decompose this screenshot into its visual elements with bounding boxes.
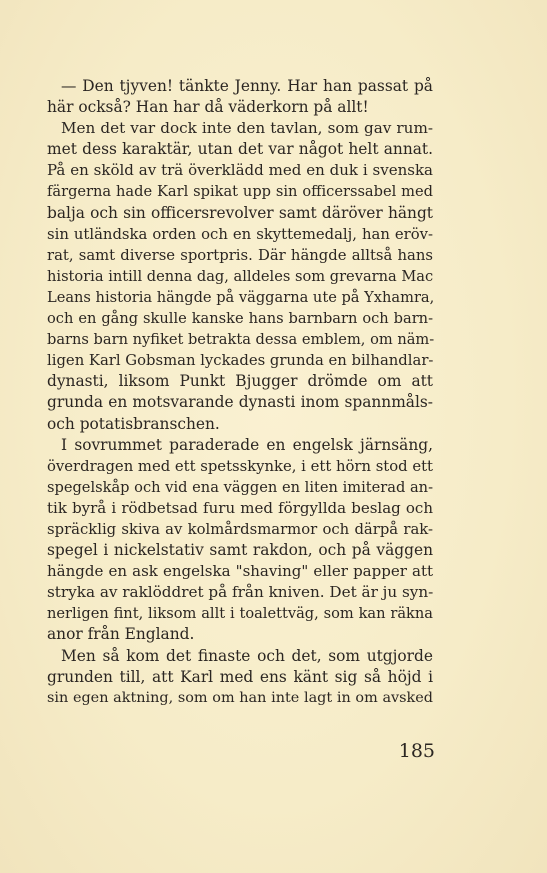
text-line: hängde en ask engelska "shaving" eller papper att: [47, 562, 433, 581]
text-line: tik byrå i rödbetsad furu med förgyllda beslag och: [47, 498, 433, 517]
text-line: — Den tjyven! tänkte Jenny. Har han passat på: [61, 77, 433, 95]
page-number: 185: [398, 740, 435, 762]
text-line: färgerna hade Karl spikat upp sin officerssabel med: [47, 183, 433, 201]
text-line: sin utländska orden och en skyttemedalj, han eröv-: [47, 225, 433, 243]
text-line: På en sköld av trä överklädd med en duk i svenska: [47, 161, 433, 180]
text-line: balja och sin officersrevolver samt däröver hängt: [47, 203, 433, 222]
text-line: spegel i nickelstativ samt rakdon, och på väggen: [47, 541, 433, 560]
text-line: rat, samt diverse sportpris. Där hängde alltså hans: [47, 246, 433, 264]
text-line: dynasti, liksom Punkt Bjugger drömde om att: [47, 372, 433, 391]
text-line: spräcklig skiva av kolmårdsmarmor och därpå rak-: [47, 520, 433, 538]
text-line: här också? Han har då väderkorn på allt!: [47, 98, 369, 117]
text-line: stryka av raklöddret på från kniven. Det är ju syn-: [47, 583, 434, 602]
text-line: och potatisbranschen.: [47, 414, 220, 433]
text-line: grunden till, att Karl med ens känt sig så höjd i: [47, 667, 433, 686]
body-text: [47, 76, 433, 709]
text-line: Leans historia hängde på väggarna ute på Yxhamra,: [47, 288, 435, 306]
text-line: grunda en motsvarande dynasti inom spannmåls-: [47, 393, 433, 412]
text-line: barns barn nyfiket betrakta dessa emblem, om näm-: [47, 331, 435, 349]
text-line: Men det var dock inte den tavlan, som gav rum-: [61, 119, 433, 138]
text-line: sin egen aktning, som om han inte lagt in om avsked: [47, 689, 433, 706]
text-line: spegelskåp och vid ena väggen en liten imiterad an-: [47, 478, 433, 496]
text-line: historia intill denna dag, alldeles som grevarna Mac: [47, 267, 434, 285]
text-line: överdragen med ett spetsskynke, i ett hörn stod ett: [47, 457, 433, 475]
text-line: I sovrummet paraderade en engelsk järnsäng,: [61, 435, 433, 454]
text-line: met dess karaktär, utan det var något helt annat.: [47, 140, 433, 159]
text-line: nerligen fint, liksom allt i toalettväg, som kan räkna: [47, 605, 433, 623]
text-line: och en gång skulle kanske hans barnbarn och barn-: [47, 310, 433, 328]
text-line: Men så kom det finaste och det, som utgjorde: [61, 646, 433, 665]
text-line: anor från England.: [47, 625, 195, 644]
text-line: ligen Karl Gobsman lyckades grunda en bilhandlar-: [47, 352, 434, 370]
